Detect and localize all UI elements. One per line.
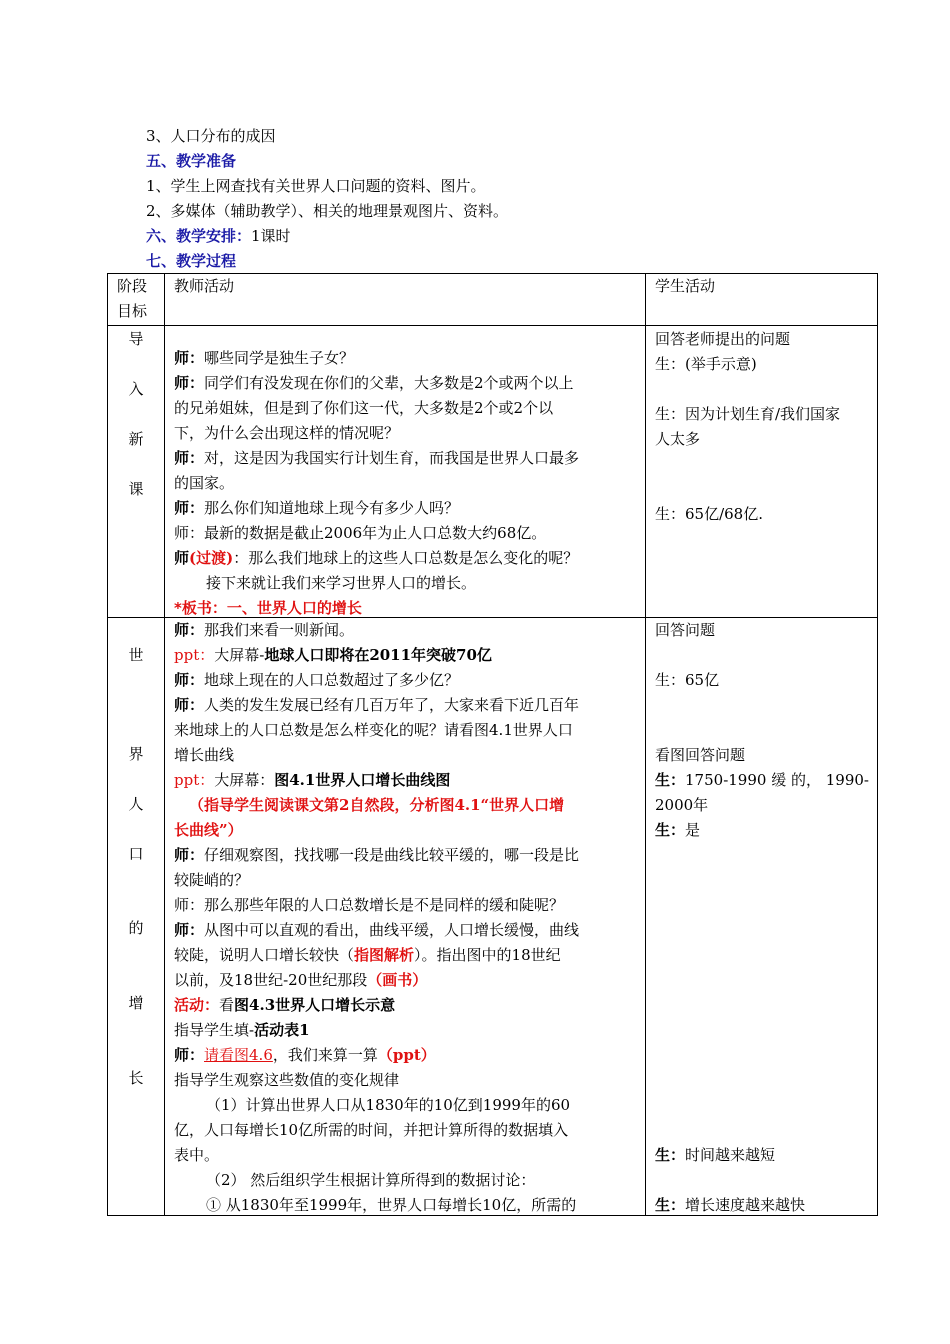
student-line: 人太多 [655, 430, 701, 448]
table-header-row [108, 274, 878, 326]
teacher-line: 师：那我们来看一则新闻。 [174, 621, 355, 639]
teacher-line: 师(过渡)：那么我们地球上的这些人口总数是怎么变化的呢？ [174, 549, 579, 567]
teacher-line: 增长曲线 [174, 746, 235, 764]
intro-item-3: 3、人口分布的成因 [146, 127, 276, 145]
section-6-value: 1课时 [251, 227, 291, 245]
teacher-line: 较陡，说明人口增长较快（指图解析）。指出图中的18世纪 [174, 946, 561, 964]
student-line: 生：增长速度越来越快 [655, 1196, 806, 1214]
teacher-line: 师：哪些同学是独生子女？ [174, 349, 355, 367]
student-line: 生：因为计划生育/我们国家 [655, 405, 841, 423]
student-line: 看图回答问题 [655, 746, 746, 764]
stage-char: 入 [128, 380, 144, 398]
blackboard-note: *板书：一、世界人口的增长 [174, 599, 362, 617]
stage-char: 世 [128, 646, 144, 664]
student-cell-intro [646, 326, 878, 618]
teacher-line: 指导学生填-活动表1 [174, 1021, 310, 1039]
teacher-line: （指导学生阅读课文第2自然段，分析图4.1“世界人口增 [189, 796, 565, 814]
teacher-line: 师：那么那些年限的人口总数增长是不是同样的缓和陡呢？ [174, 896, 565, 914]
teacher-line: 亿，人口每增长10亿所需的时间，并把计算所得的数据填入 [174, 1121, 569, 1139]
header-stage [108, 274, 165, 326]
stage-char: 人 [128, 795, 144, 813]
section-7-title: 七、教学过程 [146, 252, 237, 270]
teacher-line: 活动：看图4.3世界人口增长示意 [174, 996, 396, 1014]
teacher-line: 长曲线”） [174, 821, 243, 839]
student-line: 生：时间越来越短 [655, 1146, 776, 1164]
stage-char: 界 [128, 745, 144, 763]
student-line: 生：65亿/68亿. [655, 505, 763, 523]
student-line: 生：(举手示意) [655, 355, 757, 373]
teacher-line: 师：人类的发生发展已经有几百万年了，大家来看下近几百年 [174, 696, 580, 714]
student-line: 回答老师提出的问题 [655, 330, 791, 348]
header-teacher [165, 274, 646, 326]
teacher-line: 师：对，这是因为我国实行计划生育，而我国是世界人口最多 [174, 449, 580, 467]
teacher-line: 来地球上的人口总数是怎么样变化的呢？请看图4.1世界人口 [174, 721, 573, 739]
section-6-title: 六、教学安排： [146, 227, 252, 245]
stage-char: 口 [128, 845, 144, 863]
teacher-line: 下，为什么会出现这样的情况呢？ [174, 424, 400, 442]
teacher-line: 表中。 [174, 1146, 220, 1164]
teacher-line: 的兄弟姐妹，但是到了你们这一代，大多数是2个或2个以 [174, 399, 554, 417]
section-6 [146, 226, 291, 246]
teacher-line: 师：地球上现在的人口总数超过了多少亿？ [174, 671, 460, 689]
stage-cell-intro [108, 326, 165, 618]
teacher-line: 以前，及18世纪-20世纪那段（画书） [174, 971, 428, 989]
teacher-line: ① 从1830年至1999年，世界人口每增长10亿，所需的 [206, 1196, 577, 1214]
stage-cell-growth [108, 618, 165, 1216]
teacher-line: （1）计算出世界人口从1830年的10亿到1999年的60 [206, 1096, 571, 1114]
teacher-line: 师：从图中可以直观的看出，曲线平缓，人口增长缓慢，曲线 [174, 921, 580, 939]
header-teacher-label: 教师活动 [174, 277, 235, 295]
teacher-line: 的国家。 [174, 474, 235, 492]
stage-char: 课 [128, 480, 144, 498]
teacher-line: 指导学生观察这些数值的变化规律 [174, 1071, 400, 1089]
teacher-line: ppt：大屏幕：图4.1世界人口增长曲线图 [174, 771, 451, 789]
student-cell-growth [646, 618, 878, 1216]
table-row-intro [108, 326, 878, 618]
teacher-line: 接下来就让我们来学习世界人口的增长。 [206, 574, 477, 592]
student-line: 回答问题 [655, 621, 716, 639]
teacher-line: 较陡峭的？ [174, 871, 250, 889]
student-line: 生：1750-1990 缓 的， 1990- [655, 771, 869, 789]
section-5-item-1: 1、学生上网查找有关世界人口问题的资料、图片。 [146, 177, 486, 195]
teacher-line: 师：同学们有没发现在你们的父辈，大多数是2个或两个以上 [174, 374, 574, 392]
student-line: 生：是 [655, 821, 701, 839]
teacher-line: 师：请看图4.6，我们来算一算（ppt） [174, 1046, 436, 1064]
section-5-item-2: 2、多媒体（辅助教学）、相关的地理景观图片、资料。 [146, 202, 509, 220]
section-5-title: 五、教学准备 [146, 152, 237, 170]
teacher-line: （2） 然后组织学生根据计算所得到的数据讨论： [206, 1171, 536, 1189]
teacher-line: 师：最新的数据是截止2006年为止人口总数大约68亿。 [174, 524, 547, 542]
teacher-cell-intro [165, 326, 646, 618]
teacher-line: ppt：大屏幕-地球人口即将在2011年突破70亿 [174, 646, 492, 664]
header-stage-line2: 目标 [117, 302, 148, 320]
teacher-line: 师：仔细观察图，找找哪一段是曲线比较平缓的，哪一段是比 [174, 846, 580, 864]
teacher-line: 师：那么你们知道地球上现今有多少人吗？ [174, 499, 460, 517]
stage-char: 的 [128, 919, 144, 937]
stage-char: 长 [128, 1069, 144, 1087]
header-student [646, 274, 878, 326]
lesson-process-table [107, 273, 878, 1216]
table-row-growth [108, 618, 878, 1216]
header-student-label: 学生活动 [655, 277, 716, 295]
stage-char: 导 [128, 330, 144, 348]
teacher-cell-growth [165, 618, 646, 1216]
student-line: 生：65亿 [655, 671, 720, 689]
header-stage-line1: 阶段 [117, 277, 148, 295]
student-line: 2000年 [655, 796, 709, 814]
stage-char: 增 [128, 994, 144, 1012]
stage-char: 新 [128, 430, 144, 448]
